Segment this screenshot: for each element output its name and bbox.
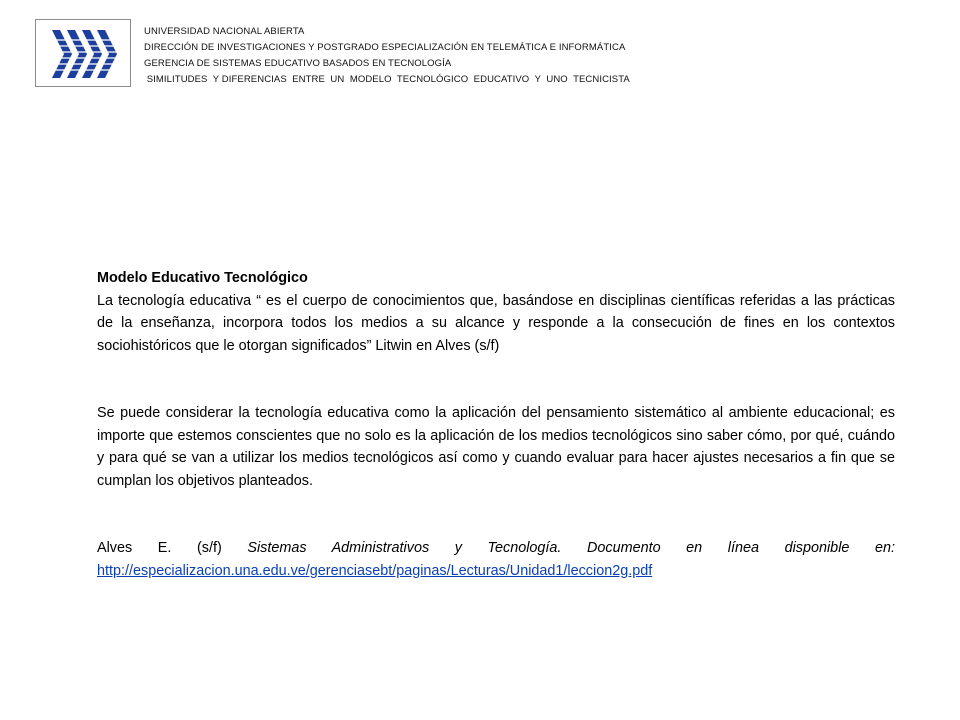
paragraph-definition: La tecnología educativa “ es el cuerpo de conocimientos que, basándose en disciplinas científicas referidas a las prácticas de la enseñanza, incorpora todos los medios a su alcance y responde a la consecución de fines en los contextos sociohistóricos que le otorgan significados” Litwin en Alves (s/f) xyxy=(97,292,895,354)
reference-url-line xyxy=(97,560,895,583)
reference-title: Sistemas Administrativos y Tecnología. Documento en línea disponible en: xyxy=(247,540,895,556)
una-logo-icon xyxy=(50,26,120,82)
document-body xyxy=(97,267,895,582)
header-direction: DIRECCIÓN DE INVESTIGACIONES Y POSTGRADO ESPECIALIZACIÓN EN TELEMÁTICA E INFORMÁTICA xyxy=(144,42,626,53)
reference-citation xyxy=(97,537,895,560)
header-university: UNIVERSIDAD NACIONAL ABIERTA xyxy=(144,26,305,37)
university-logo xyxy=(35,19,131,87)
reference-link[interactable]: http://especializacion.una.edu.ve/gerenciasebt/paginas/Lecturas/Unidad1/leccion2g.pdf xyxy=(97,562,653,579)
document-header xyxy=(144,24,944,88)
reference-author: Alves E. (s/f) xyxy=(97,540,248,556)
header-topic: SIMILITUDES Y DIFERENCIAS ENTRE UN MODELO TECNOLÓGICO EDUCATIVO Y UNO TECNICISTA xyxy=(144,74,630,85)
paragraph-consideration: Se puede considerar la tecnología educativa como la aplicación del pensamiento sistemático al ambiente educacional; es importe que estemos conscientes que no solo es la aplicación de los medios tecnológicos sino saber cómo, por qué, cuándo y para qué se van a utilizar los medios tecnológicos así como y cuando evaluar para hacer ajustes necesarios a fin que se cumplan los objetivos planteados. xyxy=(97,405,895,489)
header-management: GERENCIA DE SISTEMAS EDUCATIVO BASADOS EN TECNOLOGÍA xyxy=(144,58,452,69)
section-title: Modelo Educativo Tecnológico xyxy=(97,270,308,286)
